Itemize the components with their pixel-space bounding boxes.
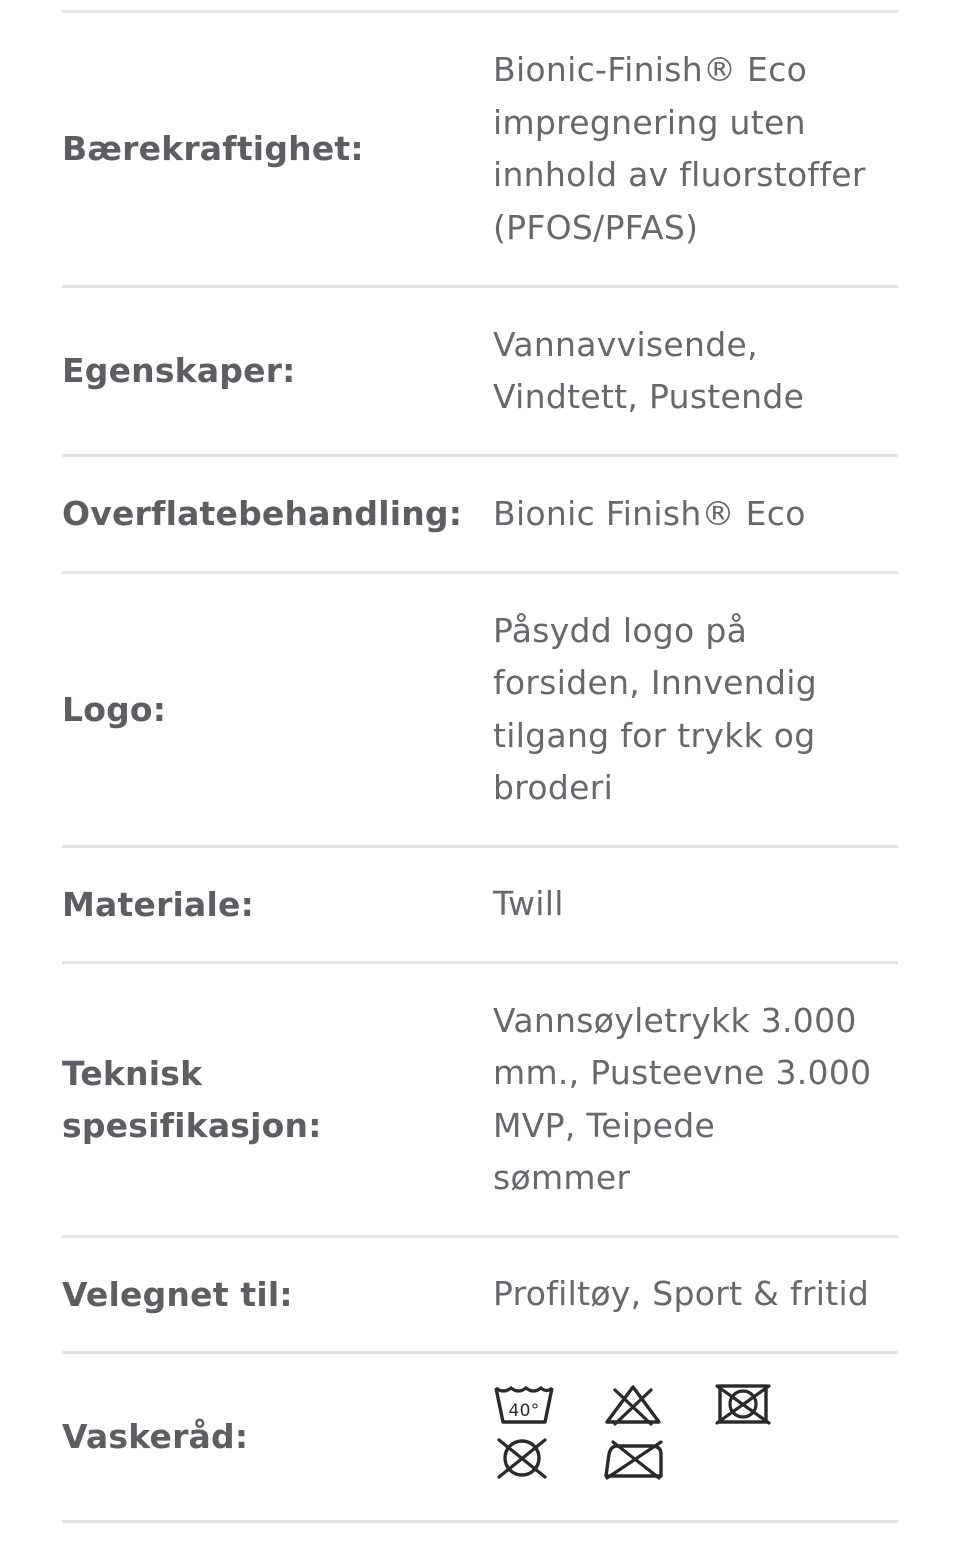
spec-label: Vaskeråd: <box>62 1417 249 1456</box>
spec-value-line: Vannavvisende, <box>493 324 758 364</box>
spec-value-line: forsiden, Innvendig <box>493 663 817 702</box>
spec-row-care-instructions <box>62 1354 898 1523</box>
spec-value-line: MVP, Teipede <box>493 1105 716 1145</box>
spec-row-logo <box>62 574 898 848</box>
spec-value-line: tilgang for trykk og <box>493 715 816 755</box>
spec-value-line: Bionic Finish® Eco <box>493 493 806 533</box>
spec-value <box>493 995 898 1205</box>
spec-value <box>493 878 898 931</box>
spec-value-line: innhold av fluorstoffer <box>493 155 866 194</box>
spec-row-material <box>62 848 898 964</box>
spec-label: Materiale: <box>62 884 255 924</box>
spec-label <box>62 1048 493 1152</box>
spec-value-line: broderi <box>493 768 614 807</box>
spec-row-properties <box>62 288 898 457</box>
spec-value-line: Twill <box>493 884 564 924</box>
spec-value-line: Profiltøy, Sport & fritid <box>493 1274 870 1314</box>
spec-value <box>493 605 898 815</box>
wash-40-icon <box>493 1382 555 1426</box>
spec-row-sustainability <box>62 13 898 288</box>
do-not-tumble-dry-icon <box>711 1382 775 1426</box>
spec-value-line: Bionic-Finish® Eco <box>493 50 808 89</box>
do-not-bleach-icon <box>603 1382 663 1426</box>
spec-value-line: Påsydd logo på <box>493 610 748 650</box>
product-spec-table <box>62 10 898 1523</box>
spec-label: Velegnet til: <box>62 1274 293 1314</box>
spec-label-line: spesifikasjon: <box>62 1105 322 1145</box>
spec-value <box>493 488 898 541</box>
spec-row-suitable-for <box>62 1238 898 1354</box>
spec-value-line: (PFOS/PFAS) <box>493 207 699 247</box>
spec-label-line: Teknisk <box>62 1053 203 1093</box>
spec-value-line: impregnering uten <box>493 102 806 142</box>
spec-value <box>493 1382 898 1492</box>
spec-label: Bærekraftighet: <box>62 129 364 168</box>
spec-row-surface-treatment <box>62 457 898 574</box>
spec-value-line: mm., Pusteevne 3.000 <box>493 1053 872 1092</box>
spec-label: Egenskaper: <box>62 351 296 390</box>
wash-temperature-label: 40° <box>508 1401 540 1421</box>
do-not-iron-icon <box>603 1436 665 1480</box>
spec-value-line: Vannsøyletrykk 3.000 <box>493 1000 857 1040</box>
spec-label: Overflatebehandling: <box>62 494 463 533</box>
spec-value-line: Vindtett, Pustende <box>493 377 805 416</box>
spec-value-line: sømmer <box>493 1158 631 1197</box>
care-symbols <box>493 1382 793 1492</box>
spec-value <box>493 1268 898 1321</box>
spec-row-technical-specification <box>62 964 898 1238</box>
spec-value <box>493 319 898 424</box>
do-not-dry-clean-icon <box>493 1436 555 1480</box>
spec-label: Logo: <box>62 689 167 729</box>
spec-value <box>493 44 898 254</box>
